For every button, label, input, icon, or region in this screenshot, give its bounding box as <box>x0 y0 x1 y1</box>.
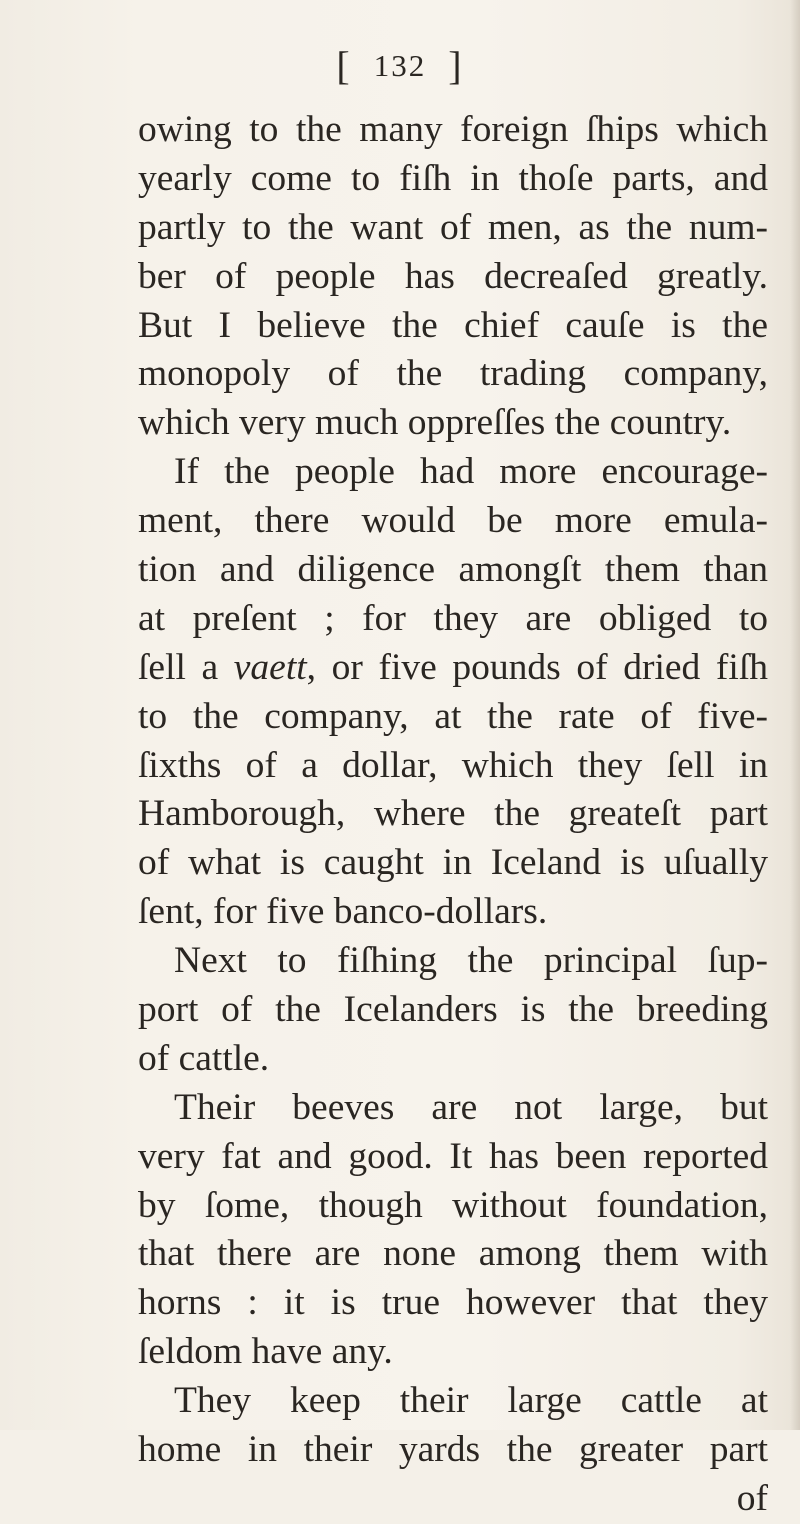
text-line-with-italic <box>138 644 768 693</box>
paragraph-start-line: They keep their large cattle at <box>174 1380 768 1422</box>
text-line: of cattle. <box>138 1037 270 1079</box>
text-line: tion and diligence amongſt them than <box>138 549 768 591</box>
text-line: partly to the want of men, as the num- <box>138 206 768 248</box>
text-line: yearly come to fiſh in thoſe parts, and <box>138 157 768 199</box>
text-line: ment, there would be more emula- <box>138 500 768 542</box>
text-line: port of the Icelanders is the breeding <box>138 989 768 1031</box>
text-line: monopoly of the trading company, <box>138 353 768 395</box>
bracket-close: ] <box>448 43 464 88</box>
text-fragment: , or five pounds of dried fiſh <box>306 646 768 688</box>
paragraph-start-line: If the people had more encourage- <box>174 451 768 493</box>
text-line: very fat and good. It has been reported <box>138 1135 768 1177</box>
text-fragment: ſell a <box>138 646 234 688</box>
text-line: But I believe the chief cauſe is the <box>138 304 768 346</box>
text-line: owing to the many foreign ſhips which <box>138 109 768 150</box>
text-line: home in their yards the greater part <box>138 1429 768 1471</box>
text-line: which very much oppreſſes the country. <box>138 402 732 444</box>
text-line: ſent, for five banco-dollars. <box>138 891 548 933</box>
text-line: Hamborough, where the greateſt part <box>138 793 768 835</box>
paragraph-start-line: Their beeves are not large, but <box>174 1086 768 1128</box>
text-line: of what is caught in Iceland is uſually <box>138 842 768 884</box>
text-line: ſixths of a dollar, which they ſell in <box>138 744 768 786</box>
body-text <box>138 106 768 1524</box>
bracket-open: [ <box>336 43 352 88</box>
page-edge-shadow <box>790 0 800 1430</box>
text-line: at preſent ; for they are obliged to <box>138 597 768 639</box>
page-number: 132 <box>373 48 427 83</box>
italic-term: vaett <box>233 646 307 688</box>
running-head <box>0 42 800 89</box>
text-line: to the company, at the rate of five- <box>138 695 768 737</box>
text-line: ſeldom have any. <box>138 1331 393 1373</box>
text-line: ber of people has decreaſed greatly. <box>138 255 768 297</box>
text-line: horns : it is true however that they <box>138 1282 768 1324</box>
catchword: of <box>736 1477 768 1519</box>
text-line: by ſome, though without foundation, <box>138 1184 768 1226</box>
paragraph-start-line: Next to fiſhing the principal ſup- <box>174 940 768 982</box>
text-line: that there are none among them with <box>138 1233 768 1275</box>
